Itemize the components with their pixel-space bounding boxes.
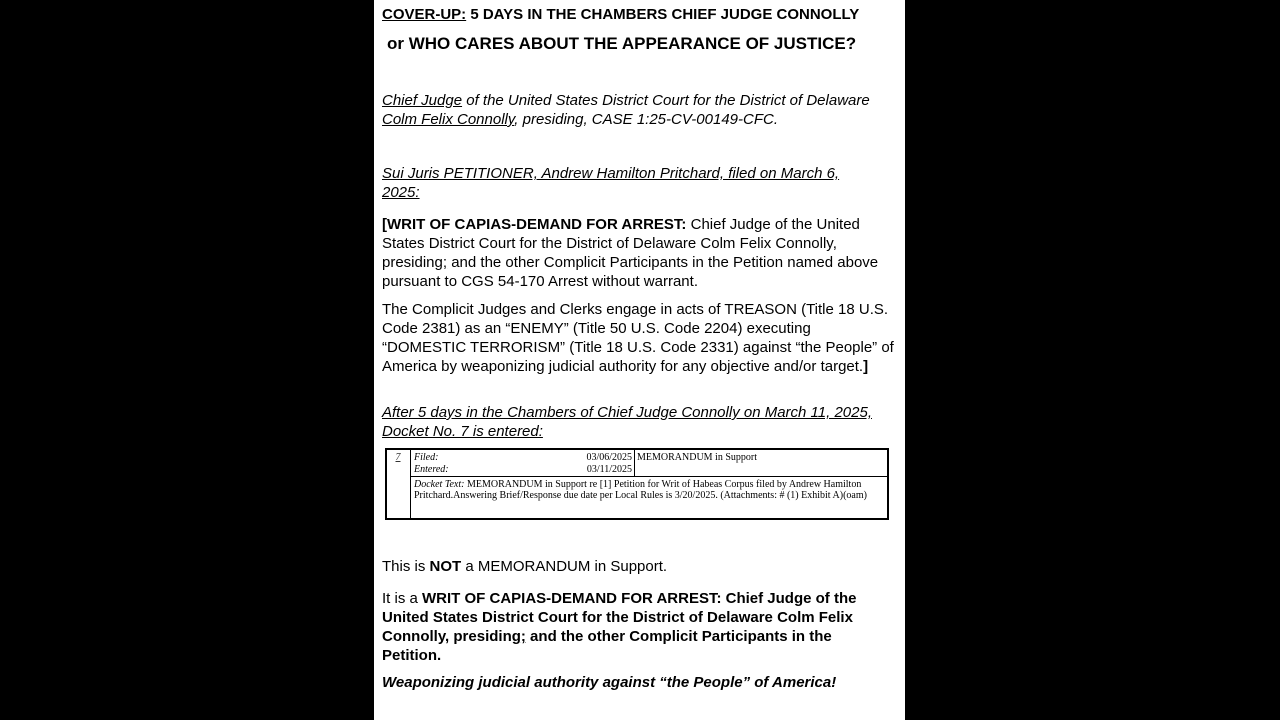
it-is-writ-bold-b: and the other Complicit Participants in the Petition. [382, 628, 832, 664]
case-paragraph [382, 91, 894, 129]
treason-text: The Complicit Judges and Clerks engage in acts of TREASON (Title 18 U.S. Code 2381) as an “ENEMY” (Title 50 U.S. Code 2204) executing “DOMESTIC TERRORISM” (Title 18 U.S. Code 2331) against “the People” of America by weaponizing judicial authority for any objective and/or target. [382, 301, 894, 375]
writ-paragraph [382, 215, 894, 291]
docket-entry-table [385, 448, 889, 520]
filed-date: 03/06/2025 [586, 452, 632, 463]
it-is-writ-bold-a: WRIT OF CAPIAS-DEMAND FOR ARREST: Chief Judge of the United States District Court for the District of Delaware Colm Felix Connolly, presiding [382, 590, 857, 645]
docket-text-label: Docket Text: [414, 479, 465, 490]
it-is-text: It is a [382, 590, 423, 607]
heading-cover-up-text: 5 DAYS IN THE CHAMBERS CHIEF JUDGE CONNOLLY [466, 6, 860, 23]
filed-row [414, 452, 632, 463]
filed-label: Filed: [414, 452, 439, 463]
judge-name-text: Colm Felix Connolly [382, 111, 515, 128]
entered-row [414, 464, 632, 475]
docket-text [414, 479, 884, 501]
docket-dates-cell [411, 449, 635, 477]
it-is-writ-paragraph [382, 589, 894, 665]
writ-semicolon: ; [442, 254, 448, 271]
case-paragraph-text-a: of the United States District Court for the District of Delaware [462, 92, 870, 109]
petitioner-paragraph: Sui Juris PETITIONER, Andrew Hamilton Pritchard, filed on March 6, 2025: [382, 165, 840, 201]
heading-cover-up [382, 5, 894, 24]
docket-title: MEMORANDUM in Support [637, 452, 758, 463]
document-page [374, 0, 905, 720]
entered-date: 03/11/2025 [586, 464, 632, 475]
docket-intro-paragraph: After 5 days in the Chambers of Chief Judge Connolly on March 11, 2025, Docket No. 7 is entered: [382, 404, 872, 440]
docket-title-cell [635, 449, 887, 477]
not-memorandum-text-a: This is [382, 558, 430, 575]
heading-cover-up-label: COVER-UP: [382, 6, 467, 23]
case-paragraph-text-b: , presiding, CASE 1:25-CV-00149-CFC. [514, 111, 778, 128]
treason-paragraph [382, 300, 894, 376]
writ-text-a: Chief Judge of the United States District Court for the District of Delaware Colm Felix Connolly, presiding [382, 216, 860, 271]
docket-text-body: MEMORANDUM in Support re [1] Petition for Writ of Habeas Corpus filed by Andrew Hamilton Pritchard.Answering Brief/Response due date per Local Rules is 3/20/2025. (Attachments: # (1) Exhibit A)(oam) [414, 479, 867, 501]
treason-bracket: ] [863, 358, 869, 375]
not-emphasis: NOT [429, 558, 462, 575]
not-memorandum-text-b: a MEMORANDUM in Support. [461, 558, 668, 575]
entered-label: Entered: [414, 464, 449, 475]
writ-title: [WRIT OF CAPIAS-DEMAND FOR ARREST: [382, 216, 687, 233]
chief-judge-link-text: Chief Judge [382, 92, 463, 109]
docket-number-link[interactable]: 7 [395, 452, 401, 463]
closing-statement: Weaponizing judicial authority against “the People” of America! [382, 674, 837, 691]
it-is-writ-semicolon: ; [520, 628, 526, 645]
docket-number-cell [386, 449, 411, 519]
not-memorandum-paragraph [382, 557, 894, 576]
heading-appearance-of-justice: or WHO CARES ABOUT THE APPEARANCE OF JUSTICE? [387, 34, 857, 53]
writ-text-b: and the other Complicit Participants in the Petition named above pursuant to CGS 54-170 Arrest without warrant. [382, 254, 879, 290]
